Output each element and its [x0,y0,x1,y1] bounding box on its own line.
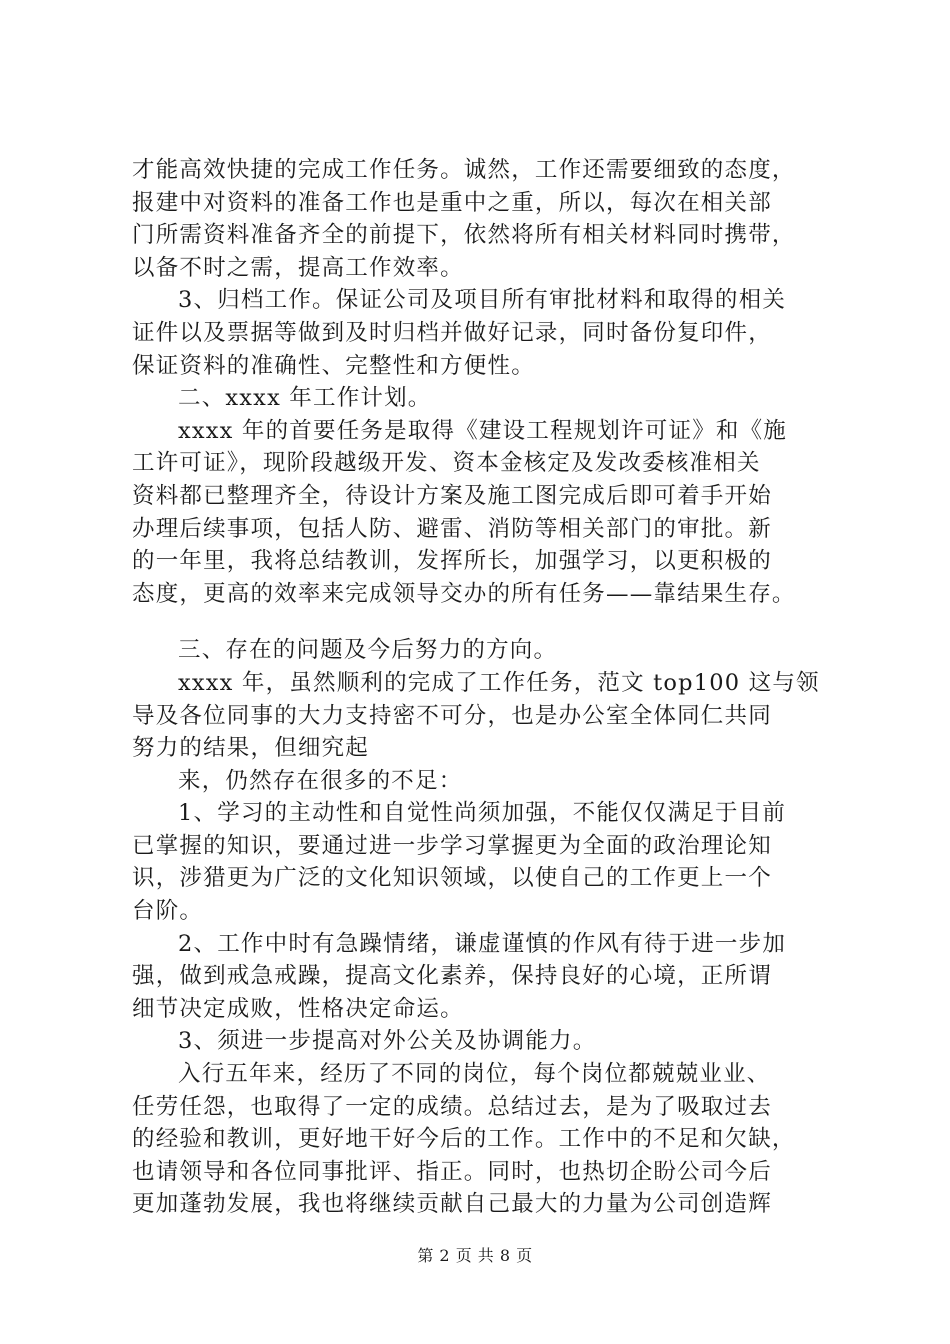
text-line: 努力的结果，但细究起 [132,735,370,762]
text-line: 来，仍然存在很多的不足： [178,767,463,794]
text-line: xxxx 年的首要任务是取得《建设工程规划许可证》和《施 [178,417,788,444]
text-line: 已掌握的知识，要通过进一步学习掌握更为全面的政治理论知 [132,832,772,859]
text-line: 任劳任怨，也取得了一定的成绩。总结过去，是为了吸取过去 [132,1093,772,1120]
text-line: 更加蓬勃发展，我也将继续贡献自己最大的力量为公司创造辉 [132,1191,772,1218]
text-line: 3、须进一步提高对外公关及协调能力。 [178,1028,597,1055]
text-line: 办理后续事项，包括人防、避雷、消防等相关部门的审批。新 [132,515,772,542]
text-line: 资料都已整理齐全，待设计方案及施工图完成后即可着手开始 [132,482,772,509]
text-line: 细节决定成败，性格决定命运。 [132,995,464,1022]
text-line: 台阶。 [132,898,204,925]
text-line: 入行五年来，经历了不同的岗位，每个岗位都兢兢业业、 [178,1061,771,1088]
text-line: 3、归档工作。保证公司及项目所有审批材料和取得的相关 [178,287,787,314]
text-line: 报建中对资料的准备工作也是重中之重，所以，每次在相关部 [132,189,772,216]
text-line: 2、工作中时有急躁情绪，谦虚谨慎的作风有待于进一步加 [178,930,787,957]
section-heading: 二、xxxx 年工作计划。 [178,385,432,412]
text-line: 保证资料的准确性、完整性和方便性。 [132,352,535,379]
text-line: 强，做到戒急戒躁，提高文化素养，保持良好的心境，正所谓 [132,963,772,990]
page-number-footer: 第 2 页 共 8 页 [417,1246,533,1265]
text-line: 才能高效快捷的完成工作任务。诚然，工作还需要细致的态度， [132,157,796,183]
text-line: 的经验和教训，更好地干好今后的工作。工作中的不足和欠缺， [132,1126,796,1153]
text-line: 的一年里，我将总结教训，发挥所长，加强学习，以更积极的 [132,548,772,575]
section-heading: 三、存在的问题及今后努力的方向。 [178,637,558,664]
text-line: 证件以及票据等做到及时归档并做好记录，同时备份复印件， [132,319,772,346]
document-body [132,154,852,1221]
text-line: 态度，更高的效率来完成领导交办的所有任务——靠结果生存。 [132,580,796,607]
paragraph-gap [132,610,852,634]
text-line: 工许可证》，现阶段越级开发、资本金核定及发改委核准相关 [132,450,761,477]
text-line: 门所需资料准备齐全的前提下，依然将所有相关材料同时携带， [132,222,796,249]
text-line: 导及各位同事的大力支持密不可分，也是办公室全体同仁共同 [132,702,772,729]
text-line: 以备不时之需，提高工作效率。 [132,254,464,281]
text-line: 识，涉猎更为广泛的文化知识领域，以使自己的工作更上一个 [132,865,772,892]
text-line: 1、学习的主动性和自觉性尚须加强，不能仅仅满足于目前 [178,800,787,827]
text-line: 也请领导和各位同事批评、指正。同时，也热切企盼公司今后 [132,1158,772,1185]
text-line: xxxx 年，虽然顺利的完成了工作任务，范文 top100 这与领 [178,669,820,696]
